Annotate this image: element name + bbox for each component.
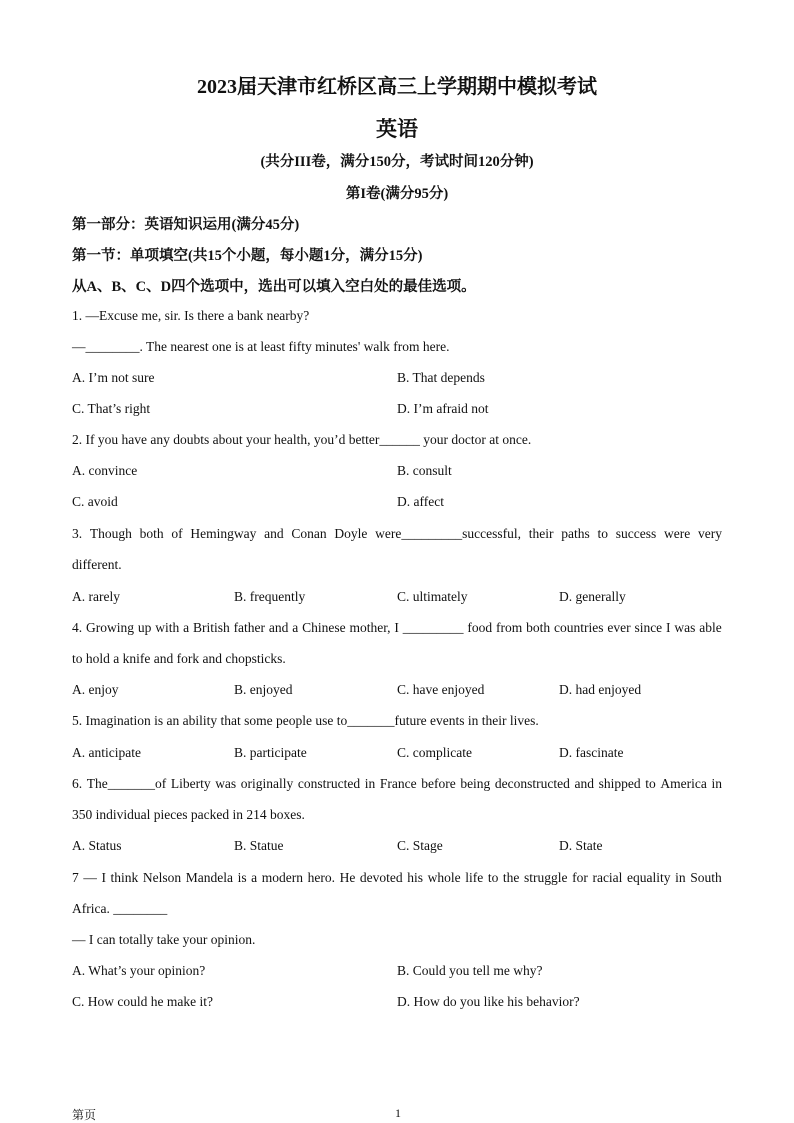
question-2-option-d: D. affect	[397, 494, 444, 509]
question-6-stem-cont: 350 individual pieces packed in 214 boxes.	[72, 807, 305, 822]
question-4-stem: 4. Growing up with a British father and a Chinese mother, I _________ food from both countries ever since I was able	[72, 620, 722, 635]
question-6-stem: 6. The_______of Liberty was originally constructed in France before being deconstructed and shipped to America in	[72, 776, 722, 791]
subject-title: 英语	[376, 117, 418, 141]
footer-page-label: 第页	[72, 1108, 97, 1122]
question-1-option-d: D. I’m afraid not	[397, 401, 489, 416]
question-1-stem: 1. —Excuse me, sir. Is there a bank nearby?	[72, 308, 310, 323]
question-4-option-d: D. had enjoyed	[559, 682, 642, 697]
page-number: 1	[395, 1106, 401, 1120]
question-6-option-d: D. State	[559, 838, 603, 853]
part-heading: 第一部分：英语知识运用(满分45分)	[72, 217, 300, 233]
question-5-stem: 5. Imagination is an ability that some people use to_______future events in their lives.	[72, 713, 539, 728]
section-heading: 第一节：单项填空(共15个小题，每小题1分，满分15分)	[72, 248, 423, 264]
question-3-option-a: A. rarely	[72, 589, 120, 604]
exam-info: (共分III卷，满分150分，考试时间120分钟)	[260, 154, 534, 170]
question-5-option-b: B. participate	[234, 745, 307, 760]
question-5-option-d: D. fascinate	[559, 745, 624, 760]
question-4-option-b: B. enjoyed	[234, 682, 293, 697]
question-1-option-a: A. I’m not sure	[72, 370, 155, 385]
question-7-option-c: C. How could he make it?	[72, 994, 213, 1009]
question-2-option-b: B. consult	[397, 463, 452, 478]
question-5-option-a: A. anticipate	[72, 745, 141, 760]
question-1-response: —________. The nearest one is at least fifty minutes' walk from here.	[72, 339, 450, 354]
question-1-option-c: C. That’s right	[72, 401, 151, 416]
question-7-option-a: A. What’s your opinion?	[72, 963, 206, 978]
question-5-option-c: C. complicate	[397, 745, 472, 760]
question-3-option-c: C. ultimately	[397, 589, 468, 604]
question-7-stem-cont: Africa. ________	[72, 901, 168, 916]
question-2-option-c: C. avoid	[72, 494, 118, 509]
question-2-option-a: A. convince	[72, 463, 138, 478]
question-4-stem-cont: to hold a knife and fork and chopsticks.	[72, 651, 286, 666]
question-3-option-d: D. generally	[559, 589, 626, 604]
exam-title: 2023届天津市红桥区高三上学期期中模拟考试	[197, 76, 597, 98]
question-7-option-d: D. How do you like his behavior?	[397, 994, 580, 1009]
question-4-option-a: A. enjoy	[72, 682, 119, 697]
question-6-option-c: C. Stage	[397, 838, 443, 853]
instruction: 从A、B、C、D四个选项中，选出可以填入空白处的最佳选项。	[72, 279, 476, 295]
question-3-stem: 3. Though both of Hemingway and Conan Doyle were_________successful, their paths to success were very	[72, 526, 722, 541]
question-3-option-b: B. frequently	[234, 589, 306, 604]
volume-title: 第I卷(满分95分)	[345, 186, 449, 202]
question-7-response: — I can totally take your opinion.	[72, 932, 256, 947]
question-2-stem: 2. If you have any doubts about your health, you’d better______ your doctor at once.	[72, 432, 532, 447]
question-7-stem: 7 — I think Nelson Mandela is a modern hero. He devoted his whole life to the struggle for racial equality in South	[72, 870, 722, 885]
question-3-stem-cont: different.	[72, 557, 122, 572]
question-4-option-c: C. have enjoyed	[397, 682, 485, 697]
question-6-option-b: B. Statue	[234, 838, 284, 853]
question-1-option-b: B. That depends	[397, 370, 485, 385]
question-7-option-b: B. Could you tell me why?	[397, 963, 543, 978]
question-6-option-a: A. Status	[72, 838, 122, 853]
